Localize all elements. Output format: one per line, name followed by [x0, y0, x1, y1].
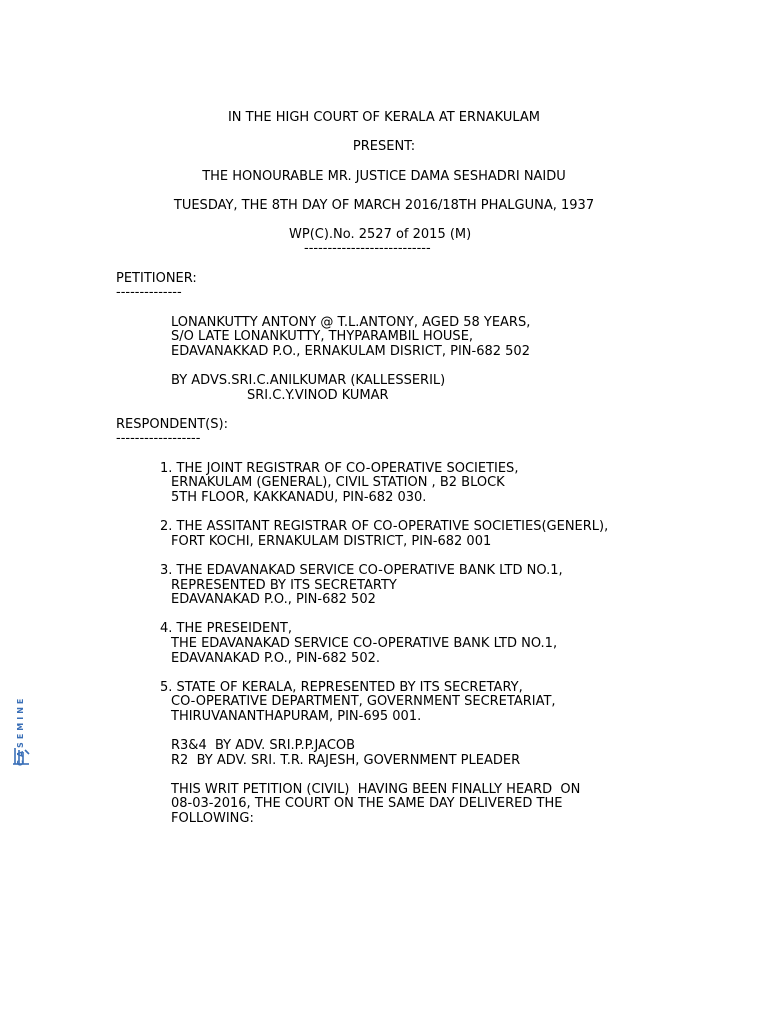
- case-number-rule: ---------------------------: [304, 241, 431, 256]
- petitioner-advocates: BY ADVS.SRI.C.ANILKUMAR (KALLESSERIL): [171, 373, 446, 388]
- court-title: IN THE HIGH COURT OF KERALA AT ERNAKULAM: [227, 110, 541, 125]
- closing-line: THIS WRIT PETITION (CIVIL) HAVING BEEN FINALLY HEARD ON: [171, 782, 581, 797]
- respondent-1-line: 5TH FLOOR, KAKKANADU, PIN-682 030.: [171, 490, 427, 505]
- petitioner-rule: --------------: [116, 285, 182, 300]
- respondents-heading: RESPONDENT(S):: [116, 417, 228, 432]
- watermark-text: CASEMINE: [16, 695, 25, 766]
- respondent-counsel: R3&4 BY ADV. SRI.P.P.JACOB: [171, 738, 356, 753]
- respondent-5-line: THIRUVANANTHAPURAM, PIN-695 001.: [171, 709, 422, 724]
- respondent-5-line: CO-OPERATIVE DEPARTMENT, GOVERNMENT SECRETARIAT,: [171, 694, 556, 709]
- respondent-4: 4. THE PRESEIDENT,: [160, 621, 293, 636]
- petitioner-line: LONANKUTTY ANTONY @ T.L.ANTONY, AGED 58 YEARS,: [171, 315, 531, 330]
- respondent-4-line: EDAVANAKAD P.O., PIN-682 502.: [171, 651, 380, 666]
- petitioner-line: S/O LATE LONANKUTTY, THYPARAMBIL HOUSE,: [171, 329, 474, 344]
- respondent-3: 3. THE EDAVANAKAD SERVICE CO-OPERATIVE BANK LTD NO.1,: [160, 563, 563, 578]
- respondent-2: 2. THE ASSITANT REGISTRAR OF CO-OPERATIVE SOCIETIES(GENERL),: [160, 519, 609, 534]
- petitioner-line: EDAVANAKKAD P.O., ERNAKULAM DISRICT, PIN-682 502: [171, 344, 530, 359]
- respondent-3-line: EDAVANAKAD P.O., PIN-682 502: [171, 592, 376, 607]
- petitioner-advocates-second: SRI.C.Y.VINOD KUMAR: [247, 388, 389, 403]
- case-number: WP(C).No. 2527 of 2015 (M): [289, 227, 472, 242]
- respondent-3-line: REPRESENTED BY ITS SECRETARTY: [171, 578, 397, 593]
- closing-line: 08-03-2016, THE COURT ON THE SAME DAY DELIVERED THE: [171, 796, 563, 811]
- respondents-rule: ------------------: [116, 431, 201, 446]
- respondent-counsel: R2 BY ADV. SRI. T.R. RAJESH, GOVERNMENT PLEADER: [171, 753, 521, 768]
- hearing-date: TUESDAY, THE 8TH DAY OF MARCH 2016/18TH PHALGUNA, 1937: [173, 198, 595, 213]
- closing-line: FOLLOWING:: [171, 811, 254, 826]
- casemine-logo-icon: [11, 746, 31, 766]
- judge-name: THE HONOURABLE MR. JUSTICE DAMA SESHADRI NAIDU: [202, 169, 566, 184]
- respondent-5: 5. STATE OF KERALA, REPRESENTED BY ITS SECRETARY,: [160, 680, 523, 695]
- casemine-watermark: [9, 654, 33, 766]
- petitioner-heading: PETITIONER:: [116, 271, 197, 286]
- respondent-4-line: THE EDAVANAKAD SERVICE CO-OPERATIVE BANK LTD NO.1,: [171, 636, 558, 651]
- respondent-1: 1. THE JOINT REGISTRAR OF CO-OPERATIVE SOCIETIES,: [160, 461, 519, 476]
- respondent-2-line: FORT KOCHI, ERNAKULAM DISTRICT, PIN-682 001: [171, 534, 492, 549]
- respondent-1-line: ERNAKULAM (GENERAL), CIVIL STATION , B2 BLOCK: [171, 475, 505, 490]
- present-label: PRESENT:: [352, 139, 416, 154]
